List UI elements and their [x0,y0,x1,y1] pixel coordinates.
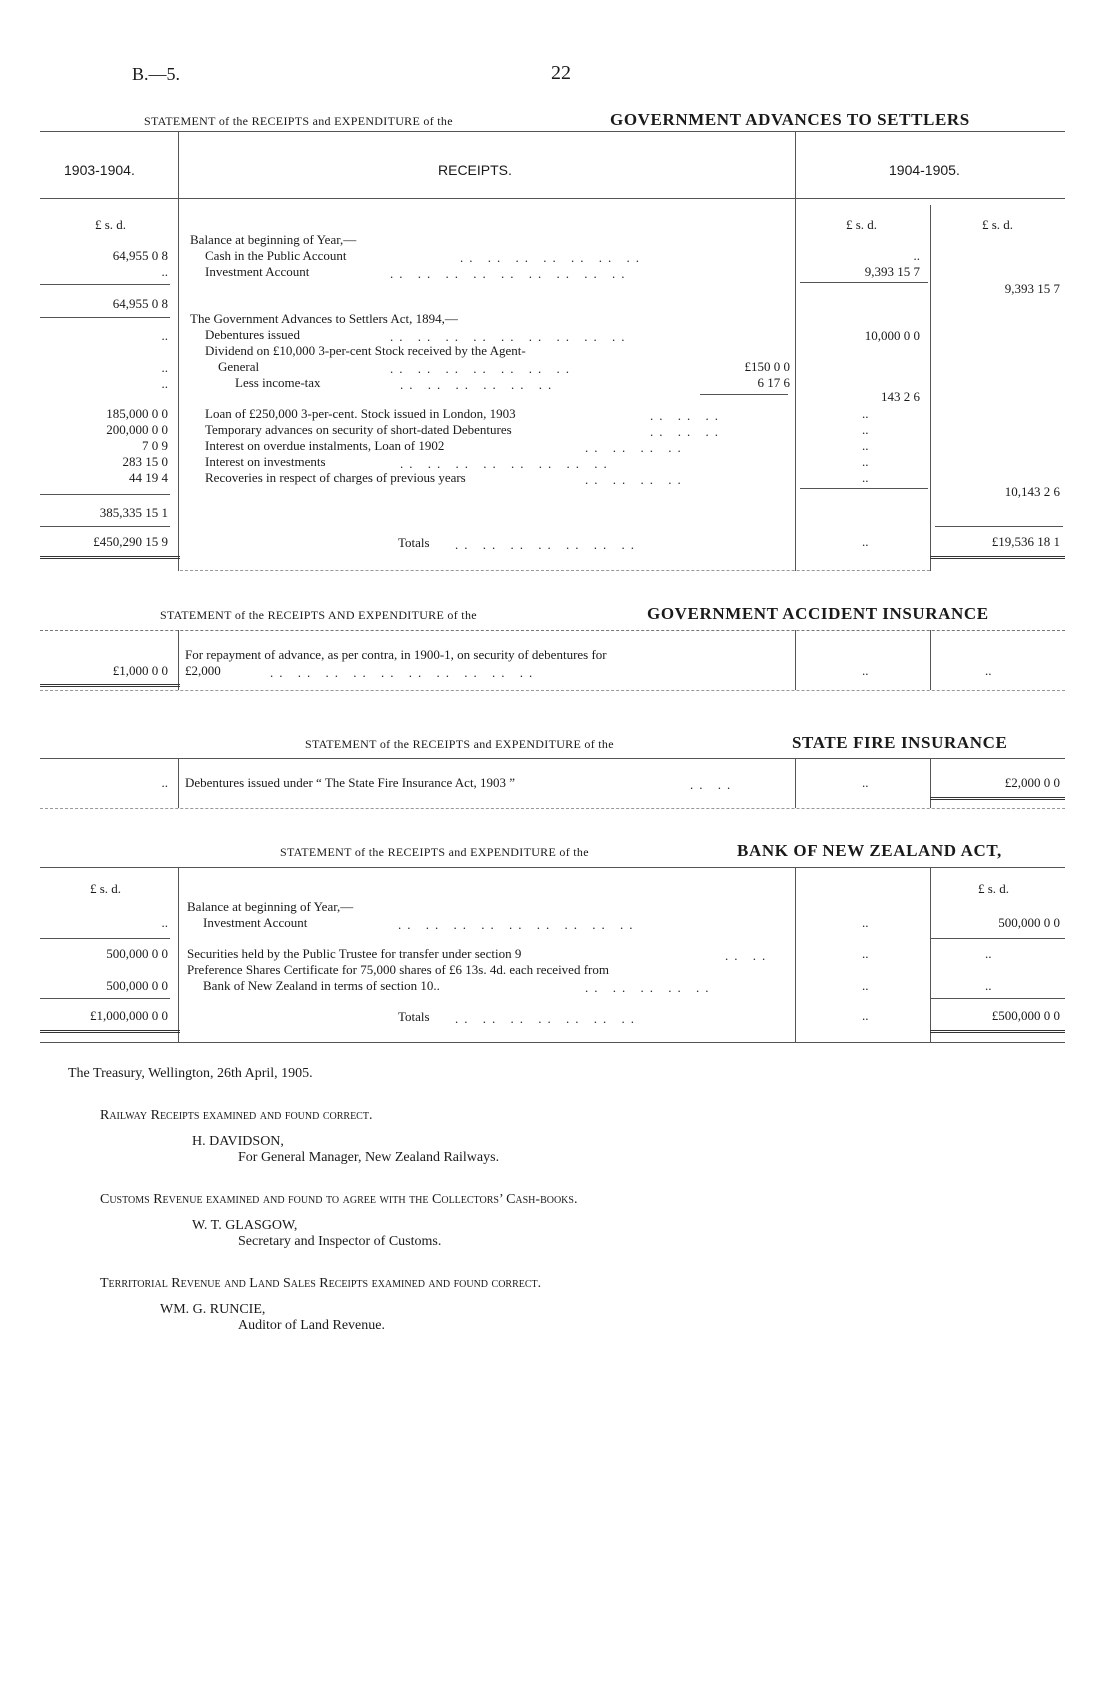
s1-invest-right: 9,393 15 7 [864,264,920,279]
s1-unit-left: £ s. d. [95,217,127,232]
s3-desc-leader: .. .. [690,777,737,792]
s1-temp-leader: .. .. .. [650,424,724,439]
s1-sub2-rule-right2 [935,526,1063,527]
s4-pref-right: .. [985,978,992,993]
s1-deb-left: .. [161,328,168,343]
s1-cash-right: .. [913,248,920,263]
s1-top-rule [40,131,1065,132]
s3-bottom-rule [40,808,1065,809]
s4-invest-left: .. [161,915,168,930]
s4-pref-label-1: Preference Shares Certificate for 75,000 shares of £6 13s. 4d. each received from [187,962,609,977]
s1-col-divider-right [795,131,796,571]
s1-cash-leader: .. .. .. .. .. .. .. [460,250,645,265]
s3-top-rule [40,758,1065,759]
s1-sub2-right: 10,143 2 6 [1004,484,1060,499]
s1-sub-left: 64,955 0 8 [112,296,168,311]
s1-sub-right: 9,393 15 7 [1004,281,1060,296]
s4-invest-right: 500,000 0 0 [998,915,1060,930]
s4-rule-2 [40,998,170,999]
s4-col-divider-right [795,867,796,1042]
s1-sub2-left: 385,335 15 1 [99,505,168,520]
s1-div-inner: £150 0 0 [744,359,790,374]
s1-sub-rule-left [40,284,170,285]
s1-deb-right: 10,000 0 0 [864,328,920,343]
s4-total-mid: .. [862,1008,869,1023]
territorial-certificate: Territorial Revenue and Land Sales Receipts examined and found correct. [100,1276,542,1291]
s2-value-left: £1,000 0 0 [112,663,168,678]
s3-desc: Debentures issued under “ The State Fire Insurance Act, 1903 ” [185,775,516,790]
s2-total-rule-left [40,684,180,687]
s1-sub-rule-right [800,282,928,283]
s4-title-main: BANK OF NEW ZEALAND ACT, [737,841,1002,860]
s1-recov-leader: .. .. .. .. [585,472,687,487]
s3-title-prefix: STATEMENT of the RECEIPTS and EXPENDITURE of the [305,737,614,751]
s1-invest-label: Investment Account [205,264,310,279]
s1-col-left-header: 1903-1904. [64,162,135,178]
s4-sec-leader: .. .. [725,948,772,963]
s1-title-prefix: STATEMENT of the RECEIPTS and EXPENDITURE of the [144,114,453,128]
s2-title-main: GOVERNMENT ACCIDENT INSURANCE [647,604,989,623]
s1-sub2-rule-right [800,488,928,489]
s1-sub2-rule-left2 [40,526,170,527]
s1-sub2-rule-left [40,494,170,495]
s1-sub-rule-left2 [40,317,170,318]
s4-col-divider-left [178,867,179,1042]
s1-tax-rule [700,394,788,395]
s4-invest-label: Investment Account [203,915,308,930]
s4-unit-right: £ s. d. [978,881,1010,896]
s1-act-label: The Government Advances to Settlers Act, 1894,— [190,311,458,326]
s4-invest-mid: .. [862,915,869,930]
s3-value-left: .. [161,775,168,790]
s4-col-divider-right2 [930,867,931,1042]
s1-recov-right: .. [862,470,869,485]
s1-temp-right: .. [862,422,869,437]
s4-invest-leader: .. .. .. .. .. .. .. .. .. [398,917,639,932]
s4-total-right: £500,000 0 0 [991,1008,1060,1023]
s4-totals-leader: .. .. .. .. .. .. .. [455,1011,640,1026]
s4-title-prefix: STATEMENT of the RECEIPTS and EXPENDITURE of the [280,845,589,859]
s2-col-divider-left [178,630,179,690]
s1-div-left: .. [161,360,168,375]
s1-deb-label: Debentures issued [205,327,300,342]
s2-title-prefix: STATEMENT of the RECEIPTS AND EXPENDITURE of the [160,608,477,622]
s1-tax-left: .. [161,376,168,391]
s4-total-rule-right [930,1030,1065,1033]
s1-intinv-label: Interest on investments [205,454,326,469]
s1-temp-left: 200,000 0 0 [106,422,168,437]
s3-total-rule-right [930,797,1065,800]
s3-col-divider-left [178,758,179,808]
s1-div-label-2: General [218,359,260,374]
report-reference: B.—5. [132,64,181,84]
s1-tax-inner: 6 17 6 [757,375,790,390]
s1-title-main: GOVERNMENT ADVANCES TO SETTLERS [610,110,970,129]
s1-tax-leader: .. .. .. .. .. .. [400,377,558,392]
s4-pref-label-2: Bank of New Zealand in terms of section 10.. [203,978,440,993]
s4-rule-1r [930,938,1065,939]
s1-totals-leader: .. .. .. .. .. .. .. [455,537,640,552]
s1-total-right: £19,536 18 1 [991,534,1060,549]
s4-sec-right: .. [985,946,992,961]
territorial-signatory: WM. G. RUNCIE, [160,1302,266,1317]
s1-temp-label: Temporary advances on security of short-dated Debentures [205,422,512,437]
s1-intinv-leader: .. .. .. .. .. .. .. .. [400,456,613,471]
s3-value-mid: .. [862,775,869,790]
s1-overdue-right: .. [862,438,869,453]
s2-value-right: .. [985,663,992,678]
s1-col-divider-left [178,131,179,571]
s1-col-right-header: 1904-1905. [889,162,960,178]
s2-desc-line-2: £2,000 [185,663,221,678]
s4-pref-mid: .. [862,978,869,993]
s1-col-divider-right2 [930,205,931,571]
s1-total-rule-left [40,556,180,559]
railway-signatory: H. DAVIDSON, [192,1134,284,1149]
s1-invest-leader: .. .. .. .. .. .. .. .. .. [390,266,631,281]
s1-total-left: £450,290 15 9 [93,534,168,549]
s1-intinv-left: 283 15 0 [122,454,168,469]
s1-totals-label: Totals [398,535,430,550]
s1-cash-label: Cash in the Public Account [205,248,347,263]
s1-loan-leader: .. .. .. [650,408,724,423]
s4-sec-left: 500,000 0 0 [106,946,168,961]
s1-col-mid-header: RECEIPTS. [438,162,512,178]
s1-unit-right1: £ s. d. [846,217,878,232]
s4-unit-left: £ s. d. [90,881,122,896]
s1-overdue-left: 7 0 9 [142,438,168,453]
s4-totals-label: Totals [398,1009,430,1024]
s1-unit-right2: £ s. d. [982,217,1014,232]
s4-total-left: £1,000,000 0 0 [90,1008,168,1023]
customs-signatory: W. T. GLASGOW, [192,1218,298,1233]
s1-balance-label: Balance at beginning of Year,— [190,232,357,247]
s1-recov-label: Recoveries in respect of charges of previous years [205,470,466,485]
customs-certificate: Customs Revenue examined and found to agree with the Collectors’ Cash-books. [100,1192,578,1207]
s1-recov-left: 44 19 4 [129,470,168,485]
s4-top-rule [40,867,1065,868]
s3-col-divider-right [795,758,796,808]
railway-signatory-title: For General Manager, New Zealand Railways. [238,1150,500,1165]
s3-col-divider-right2 [930,758,931,808]
s1-intinv-right: .. [862,454,869,469]
s1-loan-left: 185,000 0 0 [106,406,168,421]
s4-pref-left: 500,000 0 0 [106,978,168,993]
s1-total-mid: .. [862,534,869,549]
s1-overdue-label: Interest on overdue instalments, Loan of 1902 [205,438,445,453]
treasury-place-date: The Treasury, Wellington, 26th April, 1905. [68,1066,313,1081]
s1-bottom-rule [180,570,930,571]
s2-top-rule [40,630,1065,631]
s3-title-main: STATE FIRE INSURANCE [792,733,1008,752]
s4-bottom-rule [40,1042,1065,1043]
s4-rule-1 [40,938,170,939]
s4-rule-2r [930,998,1065,999]
s2-col-divider-right [795,630,796,690]
s3-value-right: £2,000 0 0 [1004,775,1060,790]
s4-pref-leader: .. .. .. .. .. [585,980,715,995]
s2-bottom-rule [40,690,1065,691]
s1-div-label-1: Dividend on £10,000 3-per-cent Stock received by the Agent- [205,343,526,358]
s2-desc-line-1: For repayment of advance, as per contra, in 1900-1, on security of debentures for [185,647,607,662]
s1-cash-left: 64,955 0 8 [112,248,168,263]
page-number: 22 [551,62,571,84]
s1-div-leader: .. .. .. .. .. .. .. [390,361,575,376]
s1-net-right: 143 2 6 [881,389,920,404]
customs-signatory-title: Secretary and Inspector of Customs. [238,1234,442,1249]
s1-header-rule [40,198,1065,199]
s2-col-divider-right2 [930,630,931,690]
s4-balance-label: Balance at beginning of Year,— [187,899,354,914]
territorial-signatory-title: Auditor of Land Revenue. [238,1318,385,1333]
s2-value-mid: .. [862,663,869,678]
s2-desc-leader: .. .. .. .. .. .. .. .. .. .. [270,665,539,680]
s1-loan-label: Loan of £250,000 3-per-cent. Stock issued in London, 1903 [205,406,516,421]
s1-tax-label: Less income-tax [235,375,321,390]
s4-sec-label: Securities held by the Public Trustee for transfer under section 9 [187,946,522,961]
s1-invest-left: .. [161,264,168,279]
s1-loan-right: .. [862,406,869,421]
railway-certificate: Railway Receipts examined and found correct. [100,1108,373,1123]
s1-deb-leader: .. .. .. .. .. .. .. .. .. [390,329,631,344]
s4-sec-mid: .. [862,946,869,961]
s1-total-rule-right [930,556,1065,559]
s4-total-rule-left [40,1030,180,1033]
s1-overdue-leader: .. .. .. .. [585,440,687,455]
